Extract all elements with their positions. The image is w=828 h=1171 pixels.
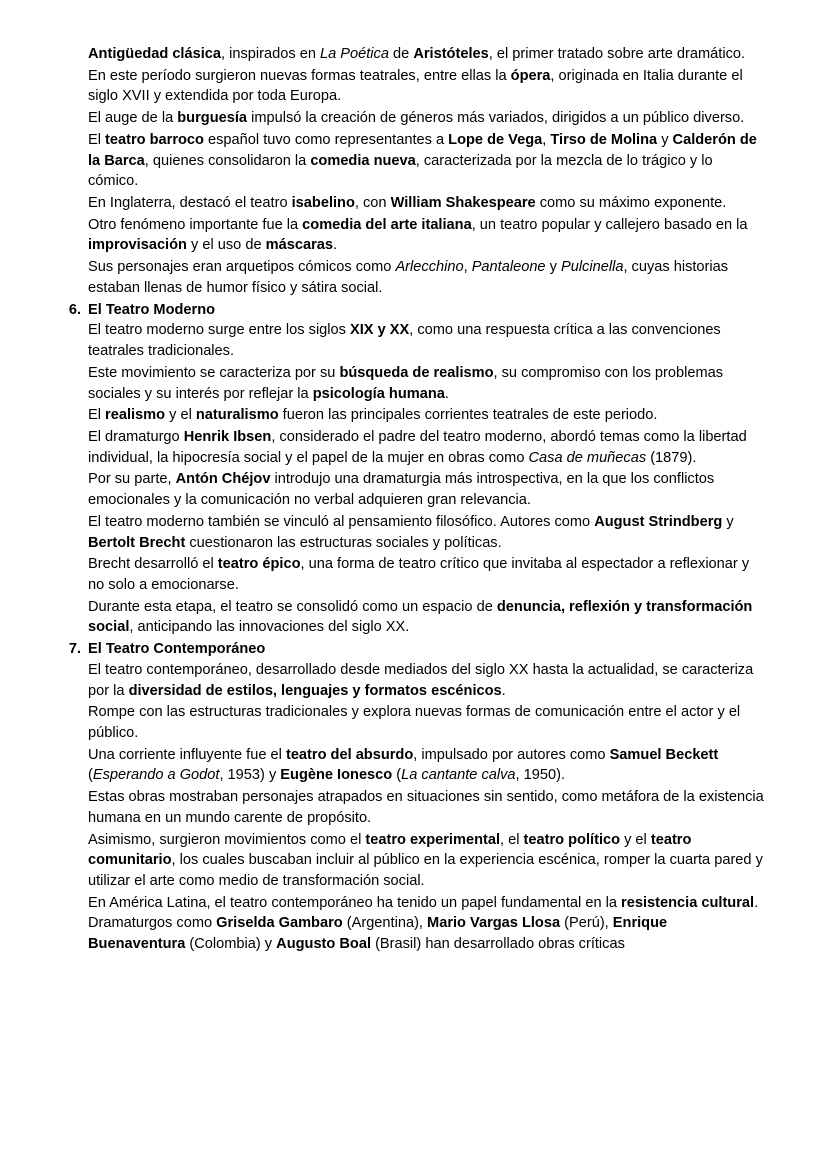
paragraph: El dramaturgo Henrik Ibsen, considerado el padre del teatro moderno, abordó temas como la libertad individual, la hipocresía social y el papel de la mujer en obras como Casa de muñecas (1879).: [88, 428, 747, 466]
paragraph: El teatro moderno surge entre los siglos XIX y XX, como una respuesta crítica a las convenciones teatrales tradicionales.: [88, 322, 721, 360]
paragraph: Este movimiento se caracteriza por su búsqueda de realismo, su compromiso con los problemas sociales y su interés por reflejar la psicología humana.: [88, 364, 724, 402]
paragraph: El teatro moderno también se vinculó al pensamiento filosófico. Autores como August Strindberg y Bertolt Brecht cuestionaron las estructuras sociales y políticas.: [88, 513, 734, 551]
paragraph: El auge de la burguesía impulsó la creación de géneros más variados, dirigidos a un público diverso.: [88, 110, 745, 127]
paragraph: En Inglaterra, destacó el teatro isabelino, con William Shakespeare como su máximo exponente.: [88, 195, 727, 212]
paragraph: Antigüedad clásica, inspirados en La Poética de Aristóteles, el primer tratado sobre arte dramático.: [88, 46, 746, 62]
paragraph: En América Latina, el teatro contemporáneo ha tenido un papel fundamental en la resistencia cultural. Dramaturgos como Griselda Gambaro (Argentina), Mario Vargas Llosa (Perú), Enrique Buenaventura (Colombia) y Augusto Boal (Brasil) han desarrollado obras críticas: [88, 894, 759, 953]
paragraph: El teatro contemporáneo, desarrollado desde mediados del siglo XX hasta la actualidad, se caracteriza por la diversidad de estilos, lenguajes y formatos escénicos.: [88, 661, 754, 699]
paragraph: Rompe con las estructuras tradicionales y explora nuevas formas de comunicación entre el actor y el público.: [88, 704, 741, 741]
document-body: [62, 44, 766, 955]
numbered-section-item: [62, 300, 766, 321]
paragraph: Brecht desarrolló el teatro épico, una forma de teatro crítico que invitaba al espectador a reflexionar y no solo a emocionarse.: [88, 556, 750, 593]
paragraph: Una corriente influyente fue el teatro del absurdo, impulsado por autores como Samuel Beckett (Esperando a Godot, 1953) y Eugène Ionesco (La cantante calva, 1950).: [88, 746, 719, 784]
paragraph: Durante esta etapa, el teatro se consolidó como un espacio de denuncia, reflexión y transformación social, anticipando las innovaciones del siglo XX.: [88, 598, 753, 636]
section-number: 6.: [68, 301, 81, 318]
paragraph: Estas obras mostraban personajes atrapados en situaciones sin sentido, como metáfora de la existencia humana en un mundo carente de propósito.: [88, 789, 764, 826]
paragraph: Por su parte, Antón Chéjov introdujo una dramaturgia más introspectiva, en la que los conflictos emocionales y la comunicación no verbal adquieren gran relevancia.: [88, 471, 715, 509]
paragraph: Otro fenómeno importante fue la comedia del arte italiana, un teatro popular y callejero basado en la improvisación y el uso de máscaras.: [88, 216, 748, 254]
section-number: 7.: [68, 641, 81, 658]
paragraph: El teatro barroco español tuvo como representantes a Lope de Vega, Tirso de Molina y Calderón de la Barca, quienes consolidaron la comedia nueva, caracterizada por la mezcla de lo trágico y lo cómico.: [88, 131, 757, 190]
section-heading: El Teatro Moderno: [88, 301, 216, 318]
paragraph: El realismo y el naturalismo fueron las principales corrientes teatrales de este periodo.: [88, 407, 658, 424]
section-heading: El Teatro Contemporáneo: [88, 641, 266, 658]
paragraph: Sus personajes eran arquetipos cómicos como Arlecchino, Pantaleone y Pulcinella, cuyas historias estaban llenas de humor físico y sátira social.: [88, 259, 729, 296]
paragraph: En este período surgieron nuevas formas teatrales, entre ellas la ópera, originada en Italia durante el siglo XVII y extendida por toda Europa.: [88, 67, 743, 105]
paragraph: Asimismo, surgieron movimientos como el teatro experimental, el teatro político y el teatro comunitario, los cuales buscaban incluir al público en la experiencia escénica, romper la cuarta pared y utilizar el arte como medio de transformación social.: [88, 831, 763, 890]
numbered-section-item: [62, 639, 766, 660]
